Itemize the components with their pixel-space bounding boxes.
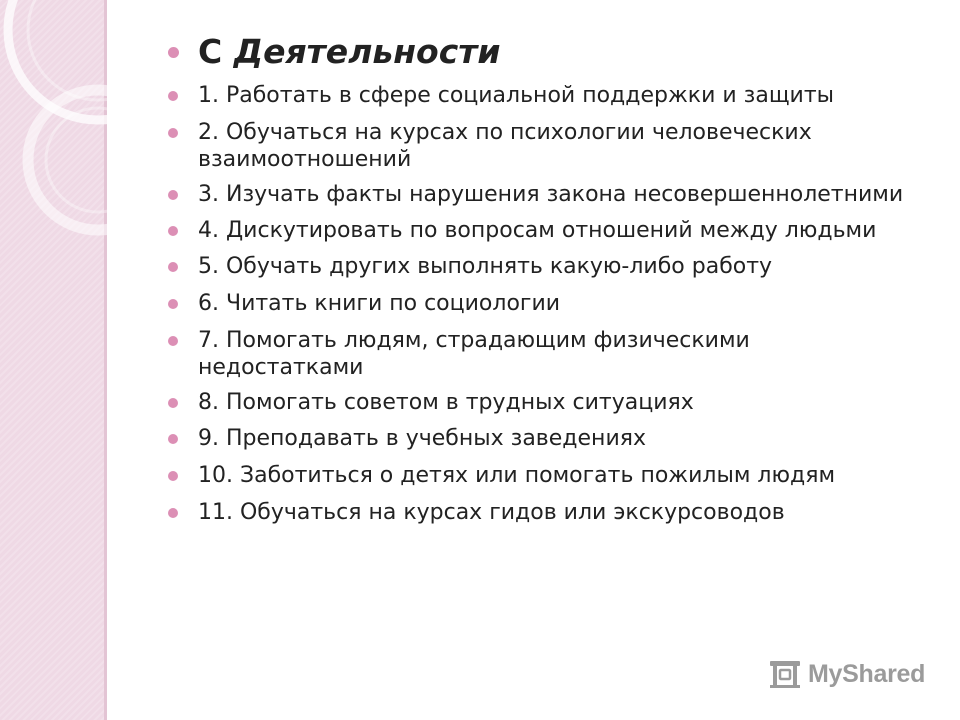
list-item <box>168 217 918 244</box>
bullet-icon <box>168 398 178 408</box>
myshared-watermark <box>768 656 925 692</box>
bullet-icon <box>168 508 178 518</box>
list-item-text: 8. Помогать советом в трудных ситуациях <box>198 390 694 415</box>
bullet-icon <box>168 128 178 138</box>
list-item <box>168 499 918 526</box>
list-item <box>168 389 918 416</box>
list-item <box>168 425 918 452</box>
myshared-logo-icon <box>768 658 802 690</box>
list-item-text: 6. Читать книги по социологии <box>198 291 561 316</box>
bullet-icon <box>168 471 178 481</box>
bullet-icon <box>168 91 178 101</box>
list-item-text: 9. Преподавать в учебных заведениях <box>198 426 646 451</box>
list-item <box>168 181 918 208</box>
title-main: Деятельности <box>233 32 501 71</box>
list-item <box>168 327 918 381</box>
list-item <box>168 253 918 280</box>
bullet-icon <box>168 262 178 272</box>
list-item-text: 1. Работать в сфере социальной поддержки и защиты <box>198 83 835 108</box>
watermark-text: MyShared <box>808 659 926 688</box>
list-item <box>168 290 918 317</box>
bullet-icon <box>168 336 178 346</box>
list-item-text: 4. Дискутировать по вопросам отношений между людьми <box>198 218 877 243</box>
list-item <box>168 119 918 173</box>
bullet-icon <box>168 434 178 444</box>
bullet-icon <box>168 299 178 309</box>
bullet-icon <box>168 190 178 200</box>
list-item <box>168 462 918 489</box>
slide-title <box>168 28 918 76</box>
list-item-text: 11. Обучаться на курсах гидов или экскурсоводов <box>198 500 785 525</box>
list-item-text: 2. Обучаться на курсах по психологии человеческих взаимоотношений <box>198 120 812 172</box>
list-item-text: 3. Изучать факты нарушения закона несовершеннолетними <box>198 182 904 207</box>
slide-content <box>168 28 918 526</box>
list-item-text: 5. Обучать других выполнять какую-либо работу <box>198 254 773 279</box>
bullet-icon <box>168 226 178 236</box>
list-item-text: 10. Заботиться о детях или помогать пожилым людям <box>198 463 836 488</box>
list-item <box>168 82 918 109</box>
title-prefix: С <box>198 32 234 71</box>
decorative-rings <box>0 0 140 320</box>
bullet-icon <box>168 47 179 58</box>
list-item-text: 7. Помогать людям, страдающим физическими недостатками <box>198 328 750 380</box>
